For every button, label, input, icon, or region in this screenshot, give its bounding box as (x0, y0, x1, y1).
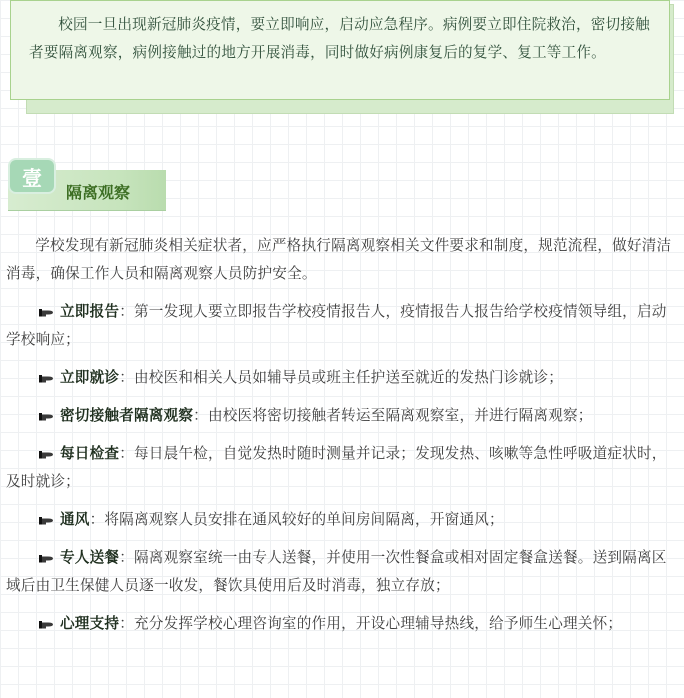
list-item-label: 专人送餐 (60, 549, 120, 566)
list-item-text: ：第一发现人要立即报告学校疫情报告人，疫情报告人报告给学校疫情领导组，启动学校响应； (6, 303, 667, 348)
list-item-text: ：隔离观察室统一由专人送餐，并使用一次性餐盒或相对固定餐盒送餐。送到隔离区域后由卫生保健人员逐一收发，餐饮具使用后及时消毒，独立存放； (6, 549, 667, 594)
intro-box (10, 0, 670, 100)
pointing-hand-icon (38, 450, 54, 459)
list-item (6, 440, 680, 496)
pointing-hand-icon (38, 620, 54, 629)
list-item-label: 心理支持 (60, 615, 120, 632)
pointing-hand-icon (38, 374, 54, 383)
list-item (6, 364, 680, 392)
list-item-text: ：充分发挥学校心理咨询室的作用，开设心理辅导热线，给予师生心理关怀； (119, 615, 623, 632)
lead-paragraph: 学校发现有新冠肺炎相关症状者，应严格执行隔离观察相关文件要求和制度，规范流程，做好清洁消毒，确保工作人员和隔离观察人员防护安全。 (6, 237, 672, 282)
section-title: 隔离观察 (66, 183, 131, 202)
list-item-label: 立即就诊 (60, 369, 120, 386)
pointing-hand-icon (38, 554, 54, 563)
section-number-badge: 壹 (10, 160, 54, 192)
article-body (6, 232, 680, 648)
intro-text: 校园一旦出现新冠肺炎疫情，要立即响应，启动应急程序。病例要立即住院救治，密切接触者要隔离观察，病例接触过的地方开展消毒，同时做好病例康复后的复学、复工等工作。 (29, 16, 650, 61)
list-item-text: ：每日晨午检，自觉发热时随时测量并记录；发现发热、咳嗽等急性呼吸道症状时，及时就诊； (6, 445, 667, 490)
section-banner (4, 160, 164, 212)
list-item-label: 每日检查 (60, 445, 120, 462)
list-item (6, 544, 680, 600)
pointing-hand-icon (38, 516, 54, 525)
pointing-hand-icon (38, 308, 54, 317)
list-item-text: ：由校医和相关人员如辅导员或班主任护送至就近的发热门诊就诊； (119, 369, 564, 386)
list-item (6, 402, 680, 430)
list-item-text: ：将隔离观察人员安排在通风较好的单间房间隔离，开窗通风； (89, 511, 504, 528)
list-item-label: 立即报告 (60, 303, 120, 320)
list-item-label: 通风 (60, 511, 90, 528)
list-item (6, 298, 680, 354)
list-item-text: ：由校医将密切接触者转运至隔离观察室，并进行隔离观察； (193, 407, 593, 424)
list-item (6, 610, 680, 638)
list-item-label: 密切接触者隔离观察 (60, 407, 194, 424)
list-item (6, 506, 680, 534)
pointing-hand-icon (38, 412, 54, 421)
